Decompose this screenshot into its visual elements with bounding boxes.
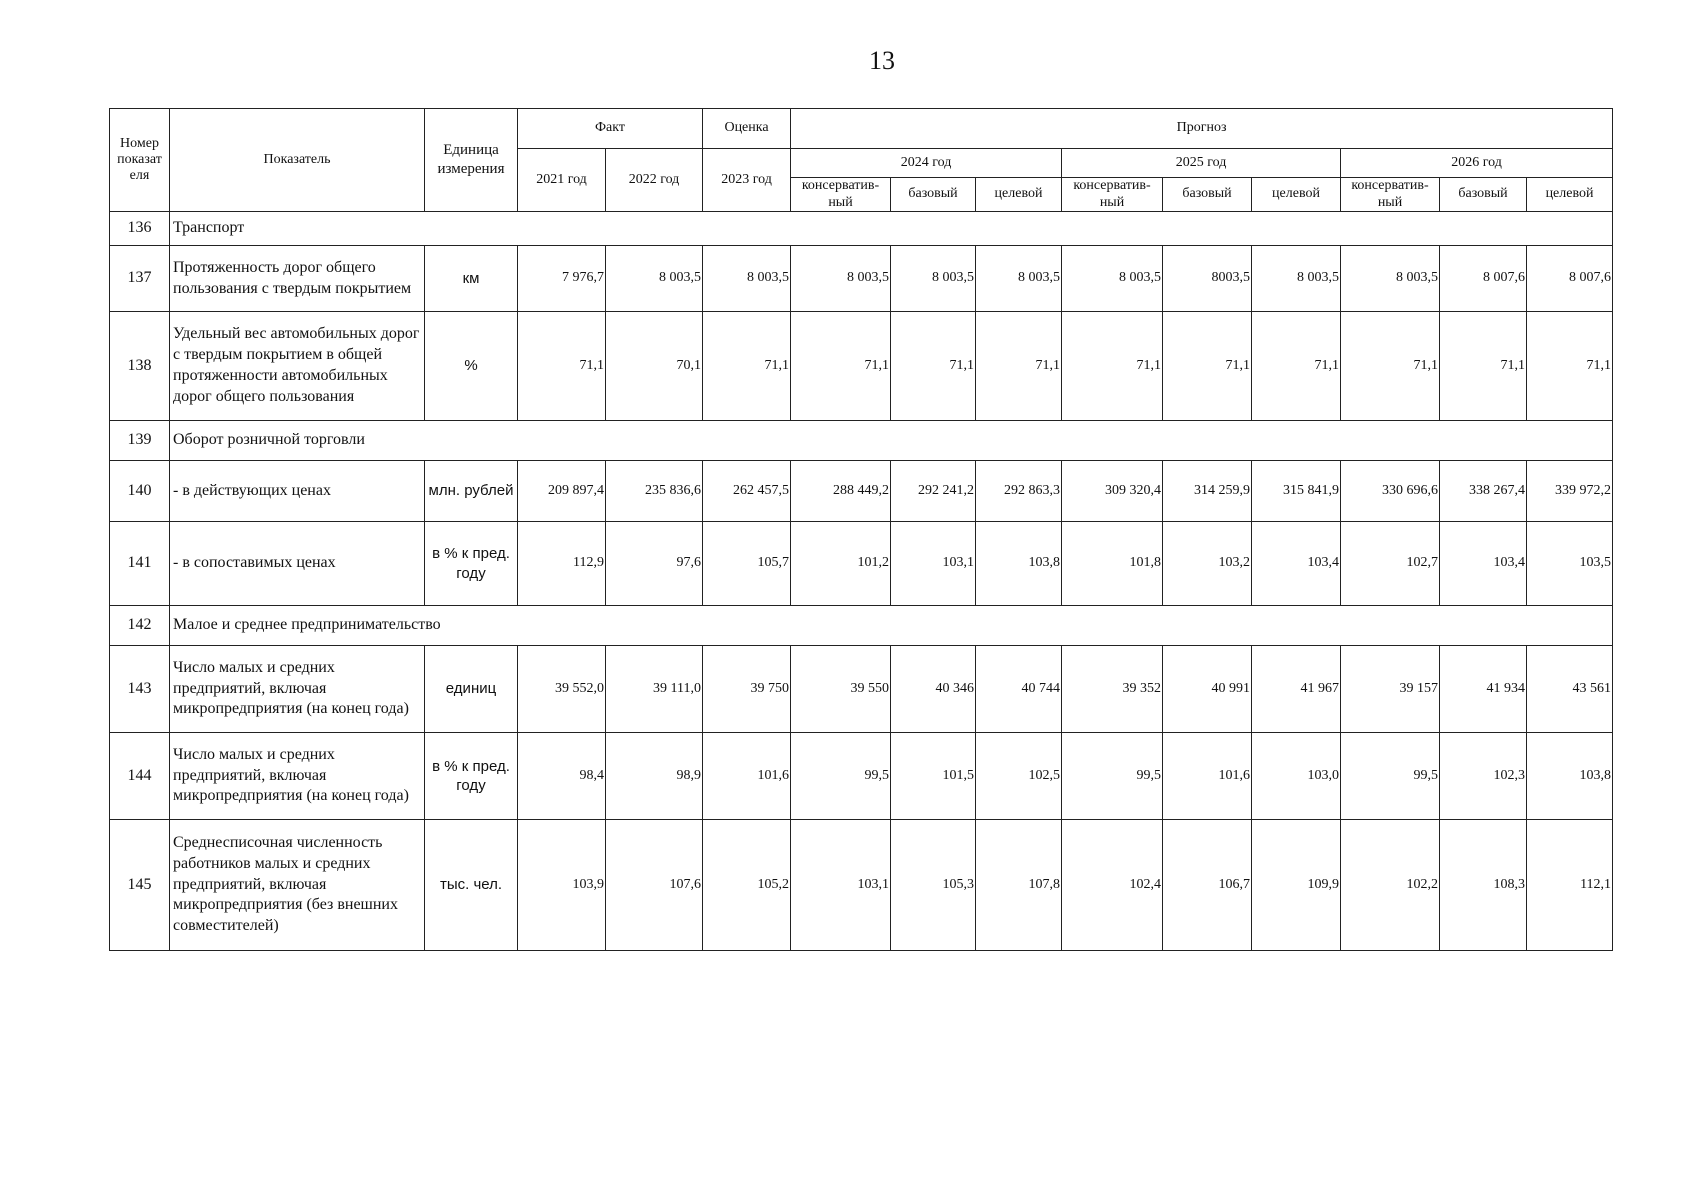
row-number: 136 [110,212,170,246]
value-cell: 40 346 [891,646,976,733]
header-2022: 2022 год [606,149,703,212]
value-cell: 315 841,9 [1252,461,1341,522]
value-cell: 105,3 [891,820,976,951]
value-cell: 43 561 [1527,646,1613,733]
value-cell: 103,8 [1527,733,1613,820]
indicator-name: Среднесписочная численность работников малых и средних предприятий, включая микропредприятия (без внешних совместителей) [170,820,425,951]
value-cell: 103,8 [976,522,1062,606]
value-cell: 262 457,5 [703,461,791,522]
value-cell: 209 897,4 [518,461,606,522]
value-cell: 102,4 [1062,820,1163,951]
row-number: 140 [110,461,170,522]
value-cell: 103,1 [891,522,976,606]
value-cell: 41 934 [1440,646,1527,733]
unit-cell: тыс. чел. [425,820,518,951]
indicator-name: Удельный вес автомобильных дорог с твердым покрытием в общей протяженности автомобильных дорог общего пользования [170,312,425,421]
indicator-name: Число малых и средних предприятий, включая микропредприятия (на конец года) [170,646,425,733]
section-row [110,212,1613,246]
value-cell: 309 320,4 [1062,461,1163,522]
header-2026-conservative: консерватив-ный [1341,178,1440,212]
indicator-name: Число малых и средних предприятий, включая микропредприятия (на конец года) [170,733,425,820]
value-cell: 98,9 [606,733,703,820]
value-cell: 112,9 [518,522,606,606]
table-body [110,212,1613,951]
header-forecast: Прогноз [791,109,1613,149]
value-cell: 112,1 [1527,820,1613,951]
value-cell: 108,3 [1440,820,1527,951]
header-2026-base: базовый [1440,178,1527,212]
value-cell: 8 003,5 [976,246,1062,312]
value-cell: 70,1 [606,312,703,421]
value-cell: 71,1 [518,312,606,421]
value-cell: 8 007,6 [1440,246,1527,312]
value-cell: 8 003,5 [791,246,891,312]
value-cell: 40 744 [976,646,1062,733]
value-cell: 71,1 [791,312,891,421]
header-unit: Единица измерения [425,109,518,212]
header-2024: 2024 год [791,149,1062,178]
header-2025-conservative: консерватив-ный [1062,178,1163,212]
value-cell: 314 259,9 [1163,461,1252,522]
row-number: 141 [110,522,170,606]
row-number: 144 [110,733,170,820]
row-number: 142 [110,606,170,646]
value-cell: 71,1 [703,312,791,421]
header-2025: 2025 год [1062,149,1341,178]
table-row [110,246,1613,312]
table-row [110,646,1613,733]
value-cell: 101,6 [703,733,791,820]
value-cell: 71,1 [1062,312,1163,421]
value-cell: 109,9 [1252,820,1341,951]
value-cell: 102,5 [976,733,1062,820]
unit-cell: % [425,312,518,421]
header-indicator: Показатель [170,109,425,212]
value-cell: 103,5 [1527,522,1613,606]
value-cell: 8 003,5 [1252,246,1341,312]
value-cell: 8 003,5 [891,246,976,312]
unit-cell: единиц [425,646,518,733]
value-cell: 39 157 [1341,646,1440,733]
value-cell: 99,5 [1341,733,1440,820]
value-cell: 339 972,2 [1527,461,1613,522]
value-cell: 103,4 [1440,522,1527,606]
table-row [110,461,1613,522]
value-cell: 71,1 [1163,312,1252,421]
value-cell: 101,6 [1163,733,1252,820]
page-number: 13 [869,46,895,75]
table-row [110,312,1613,421]
section-row [110,606,1613,646]
value-cell: 107,6 [606,820,703,951]
header-number: Номер показат еля [110,109,170,212]
value-cell: 103,2 [1163,522,1252,606]
unit-cell: млн. рублей [425,461,518,522]
value-cell: 8 003,5 [606,246,703,312]
unit-cell: в % к пред. году [425,733,518,820]
row-number: 138 [110,312,170,421]
value-cell: 101,8 [1062,522,1163,606]
value-cell: 8 003,5 [703,246,791,312]
header-2024-target: целевой [976,178,1062,212]
header-2025-target: целевой [1252,178,1341,212]
value-cell: 107,8 [976,820,1062,951]
row-number: 145 [110,820,170,951]
value-cell: 106,7 [1163,820,1252,951]
value-cell: 8 003,5 [1062,246,1163,312]
table-row [110,733,1613,820]
value-cell: 71,1 [891,312,976,421]
value-cell: 105,7 [703,522,791,606]
value-cell: 99,5 [791,733,891,820]
table-row [110,522,1613,606]
value-cell: 7 976,7 [518,246,606,312]
value-cell: 105,2 [703,820,791,951]
section-title: Транспорт [170,212,1613,246]
header-estimate: Оценка [703,109,791,149]
header-2021: 2021 год [518,149,606,212]
value-cell: 292 863,3 [976,461,1062,522]
indicators-table [109,108,1613,951]
value-cell: 103,4 [1252,522,1341,606]
unit-cell: км [425,246,518,312]
indicator-name: - в действующих ценах [170,461,425,522]
row-number: 137 [110,246,170,312]
value-cell: 8003,5 [1163,246,1252,312]
header-2024-base: базовый [891,178,976,212]
table-row [110,820,1613,951]
value-cell: 39 550 [791,646,891,733]
row-number: 143 [110,646,170,733]
section-row [110,421,1613,461]
value-cell: 71,1 [976,312,1062,421]
value-cell: 71,1 [1341,312,1440,421]
value-cell: 98,4 [518,733,606,820]
value-cell: 99,5 [1062,733,1163,820]
section-title: Оборот розничной торговли [170,421,1613,461]
row-number: 139 [110,421,170,461]
value-cell: 71,1 [1440,312,1527,421]
value-cell: 288 449,2 [791,461,891,522]
header-2023: 2023 год [703,149,791,212]
indicator-name: - в сопоставимых ценах [170,522,425,606]
value-cell: 8 003,5 [1341,246,1440,312]
header-2025-base: базовый [1163,178,1252,212]
table-header [110,109,1613,212]
header-2026: 2026 год [1341,149,1613,178]
value-cell: 338 267,4 [1440,461,1527,522]
value-cell: 235 836,6 [606,461,703,522]
value-cell: 71,1 [1527,312,1613,421]
value-cell: 39 552,0 [518,646,606,733]
value-cell: 103,1 [791,820,891,951]
value-cell: 97,6 [606,522,703,606]
value-cell: 103,9 [518,820,606,951]
value-cell: 39 352 [1062,646,1163,733]
value-cell: 102,3 [1440,733,1527,820]
value-cell: 39 111,0 [606,646,703,733]
value-cell: 292 241,2 [891,461,976,522]
value-cell: 40 991 [1163,646,1252,733]
value-cell: 101,2 [791,522,891,606]
value-cell: 102,7 [1341,522,1440,606]
unit-cell: в % к пред. году [425,522,518,606]
section-title: Малое и среднее предпринимательство [170,606,1613,646]
value-cell: 101,5 [891,733,976,820]
indicator-name: Протяженность дорог общего пользования с твердым покрытием [170,246,425,312]
value-cell: 39 750 [703,646,791,733]
value-cell: 103,0 [1252,733,1341,820]
header-fact: Факт [518,109,703,149]
header-2026-target: целевой [1527,178,1613,212]
value-cell: 41 967 [1252,646,1341,733]
value-cell: 8 007,6 [1527,246,1613,312]
value-cell: 71,1 [1252,312,1341,421]
value-cell: 102,2 [1341,820,1440,951]
header-2024-conservative: консерватив-ный [791,178,891,212]
value-cell: 330 696,6 [1341,461,1440,522]
